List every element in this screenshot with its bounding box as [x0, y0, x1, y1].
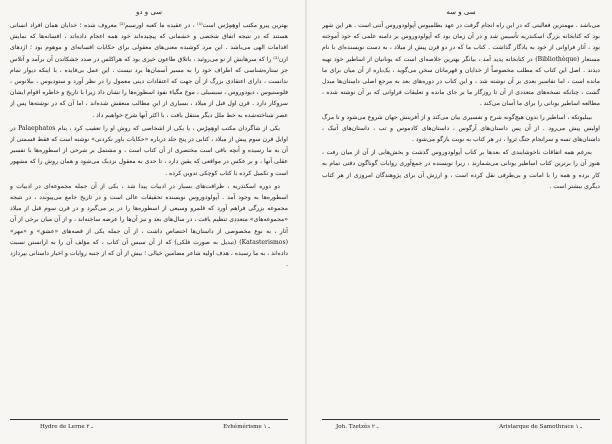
- right-page: [306, 0, 612, 444]
- footnote-right-1: Aristarque de Samothrace ـ ۱: [499, 424, 582, 430]
- right-paragraph-2: بیبلیوتکه ، اساطیر را بدون هیچ‌گونه شرح و تفسیری بیان می‌کند و از آفرینش جهان شروع می‌شود و تا مرگ اولیس پیش می‌رود . از آن پس داستان‌های آرگوس ، داستان‌های کادموس و تب ، داستان‌های آتیک ، داستان‌های تسه و سرانجام جنگ تروا ، در هر کتاب به نوبت بازگو می‌شود .: [322, 113, 600, 144]
- right-paragraph-3: به‌رغم همه اتفاقات ناخوشایندی که بعدها بر کتاب آپولودوروس گذشت و بخش‌هایی از آن از میان رفت ، هنوز آن را برترین کتاب اساطیر یونانی می‌شمارند ، زیرا نویسنده در جمع‌آوری روایات گوناگون دقتی تمام به کار برده و همه را با امانت و بی‌طرفی نقل کرده است ، و ارزش آن برای پژوهندگان امروزی از هر کتاب دیگری بیشتر است .: [322, 149, 600, 190]
- left-page-body: [10, 20, 288, 406]
- footnote-rule-right: [322, 419, 600, 420]
- right-page-body: [322, 20, 600, 406]
- right-paragraph-1: می‌باشد . مهمترین فعالیتی که در این راه انجام گرفت در عهد بطلمیوس آپولودوروس آتنی است . هر این شهر بود که کتابخانه بزرگ اسکندریه تأسیس شد و در آن زمان بود که آپولودوروس بر دامنه علمی که خود آموخته بود ، آثار فراوانی از خود به یادگار گذاشت . کتاب ما که در دو قرن پیش از میلاد ، به دست نویسنده‌ای با نام مستعار (Bibliothèque) در کتابخانه پدید آمد ، بیانگر بهترین خلاصه‌ای است که یونانیان از اساطیر خود تهیه دیدند . اصل این کتاب که مطلب مخصوصاً از خدایان و قهرمانان سخن می‌گوید ، یک‌باره از آن میان برای ما مانده است ، اما تفاسیر بعدی بر آن نوشته شد ، و این کتاب در دوره‌های بعد به مرجع اصلی داستان‌ها مبدل گشت ، چنانکه نسخه‌های متعددی از آن تا روزگار ما بر جای مانده و تعلیقات فراوانی که بر آن نوشته شده ، مطالعه اساطیر یونانی را برای ما آسان می‌کند .: [322, 22, 600, 108]
- left-paragraph-1: بهترین پیرو مکتب اوهِمِرُس است⁽¹⁾ ، در عقیده ما کعبه اورسیم⁽²⁾ معروف شده ؛ خدایان همان افراد انسانی هستند که در نتیجه اتفاق شخصی و خشمانی که پیچیده‌اند خود همه اعجام داده‌اند ، افسانه‌ها که نمایش اقدامات الهی می‌باشد . این مرد کوشیده معنی‌های معقولی برای حکایات افسانه‌ای و موهوم بود ؛ اژدهای ارن⁽²⁾ را که سرهایش از نو می‌روئید ، باتلاق طاعون خیزی بود که هراکلس در صدد خشکاندن آن برآمد و آتلاس جز ستاره‌شناسی که اطراف خود را به مسیر آسمان‌ها برد نیست . این عمل بی‌فایده ، با اینکه دیوار تمام ندانست ، دارای اعتقادی بزرگ از آن جهت که اعتقادات دینی معمول را در نظر آورد و ستودیوس ، بیلانوس ، فلوستیوس ، دیودوروس ، سیسیلی ، موخ مگیاء نفوذ اسطوره‌ها را نشان داد زیرا با تاریخ و خاطره اقوام ایشان سروکار دارد . قرن اول قبل از میلاد ، بسیاری از این مطالب منعقش شده‌اند ، اما آن که در نوشته‌ها پس از عصر شناخته‌شده به خط ملل دیگر منتقل یافت ، با اکثر آنها شرح خواهیم داد .: [10, 22, 288, 119]
- footnotes-right: [336, 422, 582, 432]
- left-paragraph-3: دو دوره اسکندریه ، ظرافت‌های بسیار در ادبیات پیدا شد ، یکی از آن جمله مجموعه‌ای در ادبیات و اسطوره‌ها به وجود آمد . آپولودوروس نویسنده تحقیقات عالی است و در تاریخ جامع می‌پیوندد ، در نتیجه مجموعه بزرگی فراهم آورد که قلمرو وسیعی از اسطوره‌ها را در بر می‌گیرد و در قرن سوم قبل از میلاد «مجموعه‌های» متعددی تنظیم یافت ، در سال‌های بعد و نیز آن‌ها را عرضه ساخته‌اند ، و از آن میان برخی از آن آثار ، به نوع مخصوصی از داستان‌ها اختصاص داشت ، از آن جمله یکی از قصه‌های «عشق» و «مهر» (Katasterismos) (تبدیل به صورت فلکی) که از آن سیس آن کتاب ، که مؤلف آن را به اراتستن نسبت داده‌اند ، به ما رسیده ، هدف اولیه شاعر مضامین خیالی ؛ بیش از آن که از جنبه روایات و اخبار داستانی بپردازد .: [10, 182, 288, 269]
- footnote-left-1: Evhémérisme ـ ۱: [223, 424, 270, 430]
- book-gutter: [305, 0, 307, 444]
- running-head-right: سی و سه: [446, 8, 476, 16]
- left-paragraph-2: یکی از شاگردان مکتب اوهِمِرُس ، یا یکی از اشخاصی که روش او را تعقیب کرد ، بنام Palaephatos در اوایل قرن سوم پیش از میلاد ، کتابی در پنج جلد درباره «حکایات باور نکردنی» نوشته است که فقط قسمتی از آن به ما رسیده و آنچه باقی است مختصری از آن کتاب است ، و مشتمل بر شرحی از اسطوره‌ها با تفسیر عقلی آنها ، و بر عکس در مواقعی که یقین دارد ، تا حدی به معقول نزدیک می‌شود و همان روش را که مشهور است و تکمیل کرده با کتاب کوچکی تدوین کرده .: [10, 124, 288, 177]
- footnotes-left: [40, 422, 270, 432]
- footnote-rule-left: [10, 419, 288, 420]
- footnote-right-2: Joh. Tzetzès ـ ۲: [336, 424, 379, 430]
- footnote-left-2: Hydre de Lerne ـ ۲: [40, 424, 93, 430]
- running-head-left: سی و دو: [135, 8, 163, 16]
